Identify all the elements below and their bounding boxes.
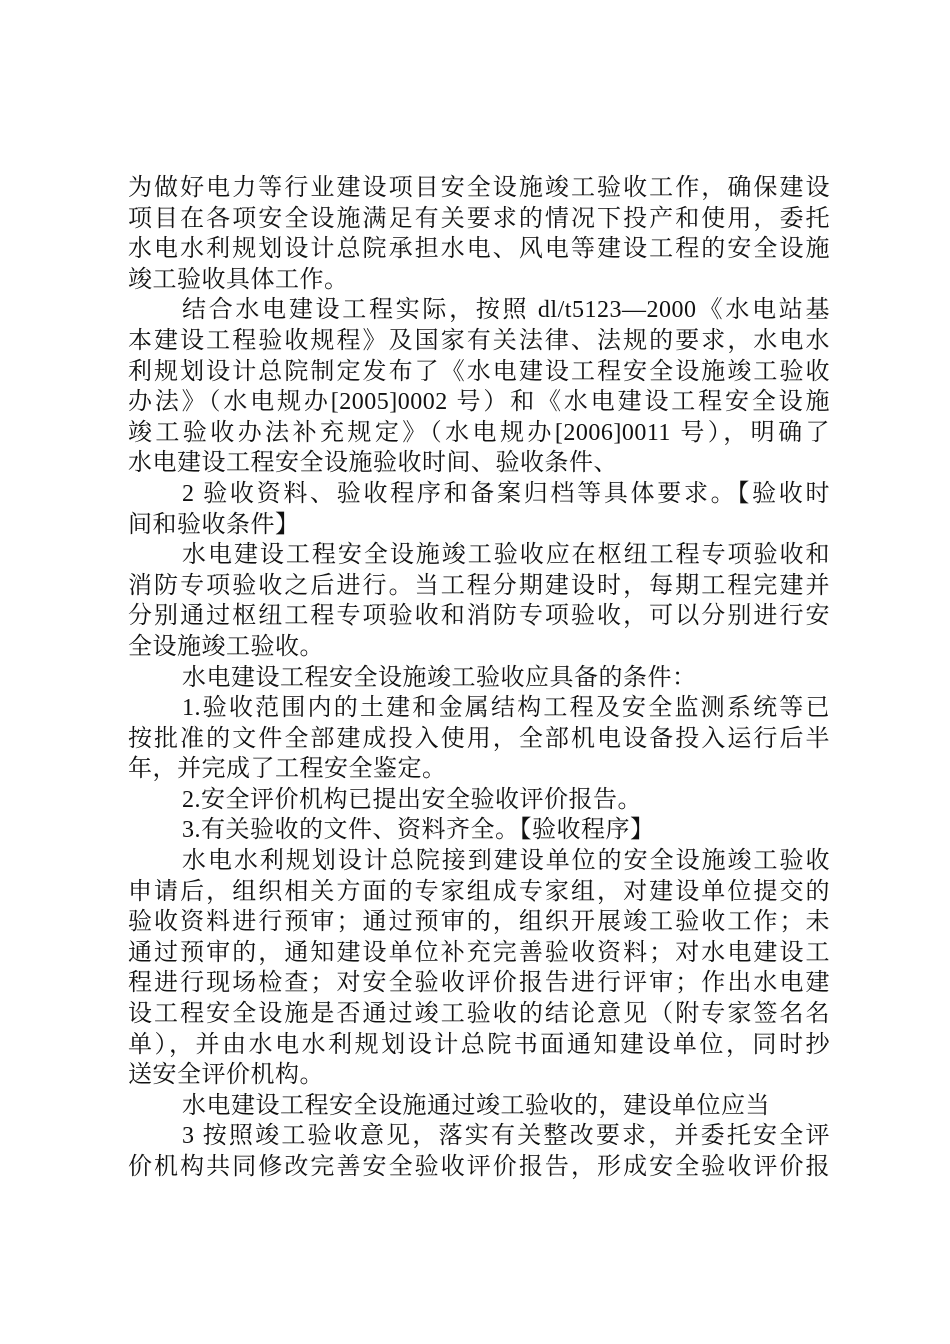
text-line: 2 验收资料、验收程序和备案归档等具体要求。【验收时 (182, 480, 830, 507)
paragraph (128, 295, 830, 479)
text-line: 水电水利规划设计总院承担水电、风电等建设工程的安全设施 (128, 236, 830, 263)
text-line: 送安全评价机构。 (128, 1062, 324, 1089)
text-line: 3 按照竣工验收意见，落实有关整改要求，并委托安全评 (182, 1123, 830, 1150)
text-line: 1.验收范围内的土建和金属结构工程及安全监测系统等已 (182, 695, 830, 722)
text-line: 项目在各项安全设施满足有关要求的情况下投产和使用，委托 (128, 205, 830, 232)
text-line: 设工程安全设施是否通过竣工验收的结论意见（附专家签名名 (128, 1001, 830, 1028)
text-line: 竣工验收具体工作。 (128, 266, 349, 293)
paragraph (128, 1091, 830, 1122)
text-line: 水电水利规划设计总院接到建设单位的安全设施竣工验收 (182, 848, 830, 875)
text-line: 水电建设工程安全设施竣工验收应具备的条件： (182, 664, 697, 691)
text-line: 按批准的文件全部建成投入使用，全部机电设备投入运行后半 (128, 725, 830, 752)
text-line: 单），并由水电水利规划设计总院书面通知建设单位，同时抄 (128, 1031, 830, 1058)
paragraph (128, 693, 830, 785)
text-line: 办法》（水电规办[2005]0002 号）和《水电建设工程安全设施 (128, 389, 830, 416)
text-line: 价机构共同修改完善安全验收评价报告，形成安全验收评价报 (128, 1154, 830, 1180)
text-line: 水电建设工程安全设施竣工验收应在枢纽工程专项验收和 (182, 542, 830, 569)
text-line: 结合水电建设工程实际，按照 dl/t5123—2000《水电站基 (182, 297, 830, 324)
text-line: 消防专项验收之后进行。当工程分期建设时，每期工程完建并 (128, 572, 830, 599)
text-line: 水电建设工程安全设施验收时间、验收条件、 (128, 450, 618, 477)
text-line: 申请后，组织相关方面的专家组成专家组，对建设单位提交的 (128, 878, 830, 905)
text-line: 为做好电力等行业建设项目安全设施竣工验收工作，确保建设 (128, 175, 830, 201)
paragraph (128, 846, 830, 1091)
paragraph (128, 663, 830, 694)
text-line: 3.有关验收的文件、资料齐全。【验收程序】 (182, 817, 655, 844)
text-line: 间和验收条件】 (128, 511, 300, 538)
text-line: 年，并完成了工程安全鉴定。 (128, 756, 447, 783)
text-line: 分别通过枢纽工程专项验收和消防专项验收，可以分别进行安 (128, 603, 830, 630)
text-line: 水电建设工程安全设施通过竣工验收的，建设单位应当 (182, 1092, 770, 1119)
paragraph (128, 540, 830, 662)
text-line: 本建设工程验收规程》及国家有关法律、法规的要求，水电水 (128, 327, 830, 354)
text-line: 程进行现场检查；对安全验收评价报告进行评审；作出水电建 (128, 970, 830, 997)
paragraph (128, 1121, 830, 1182)
paragraph (128, 785, 830, 816)
text-line: 利规划设计总院制定发布了《水电建设工程安全设施竣工验收 (128, 358, 830, 385)
paragraph (128, 479, 830, 540)
paragraph (128, 815, 830, 846)
paragraph (128, 173, 830, 295)
document-body (128, 173, 830, 1183)
text-line: 通过预审的，通知建设单位补充完善验收资料；对水电建设工 (128, 939, 830, 966)
text-line: 竣工验收办法补充规定》（水电规办[2006]0011 号），明确了 (128, 419, 830, 446)
text-line: 验收资料进行预审；通过预审的，组织开展竣工验收工作；未 (128, 909, 830, 936)
text-line: 2.安全评价机构已提出安全验收评价报告。 (182, 786, 642, 813)
text-line: 全设施竣工验收。 (128, 633, 324, 660)
